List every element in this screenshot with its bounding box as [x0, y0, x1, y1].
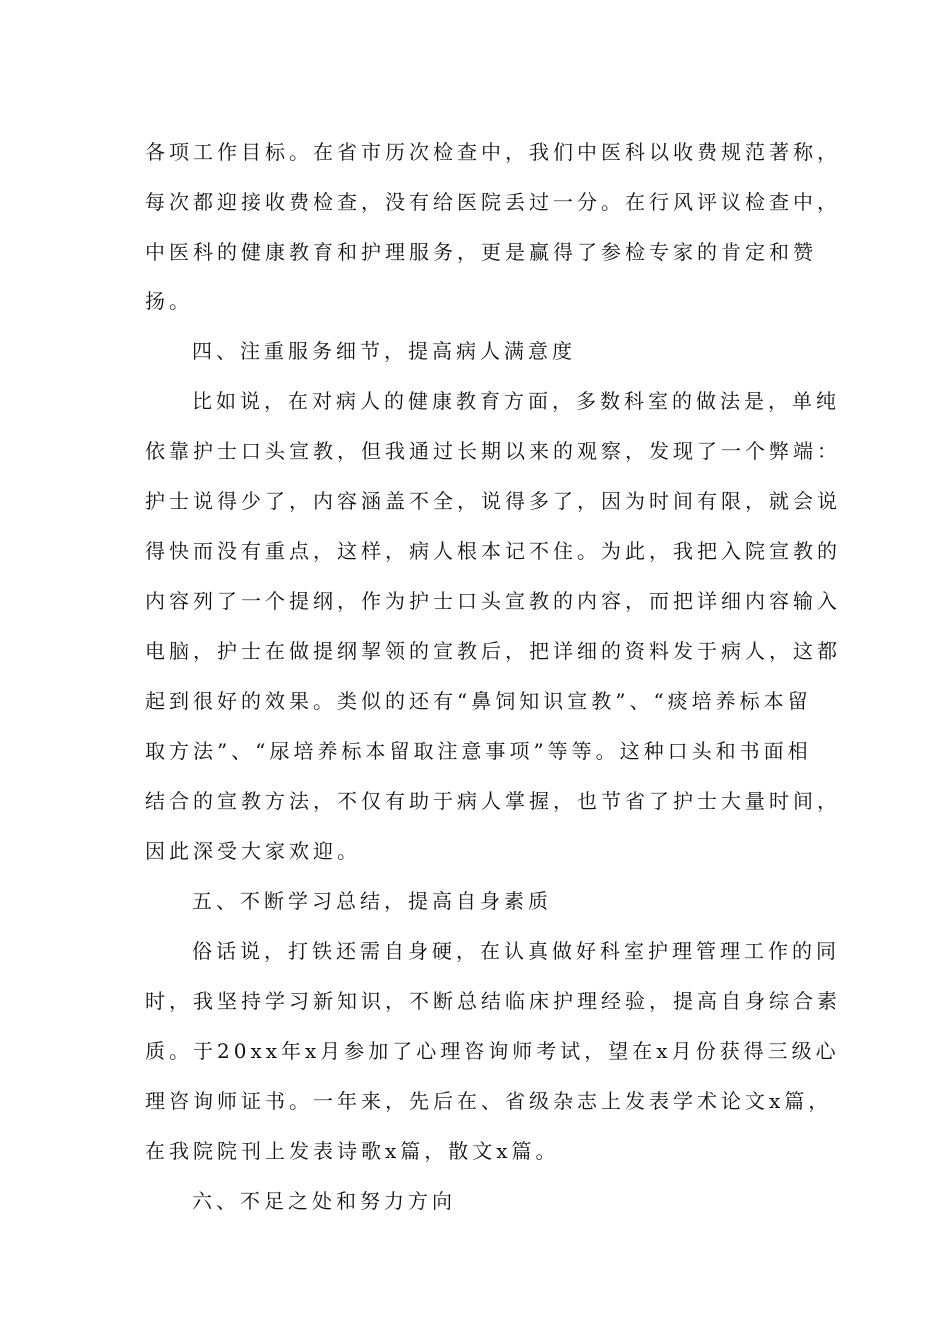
- text-line: 内容列了一个提纲，作为护士口头宣教的内容，而把详细内容输入: [145, 589, 841, 613]
- text-line: 中医科的健康教育和护理服务，更是赢得了参检专家的肯定和赞: [145, 240, 817, 264]
- text-line: 电脑，护士在做提纲挈领的宣教后，把详细的资料发于病人，这都: [145, 639, 841, 663]
- text-line: 依靠护士口头宣教，但我通过长期以来的观察，发现了一个弊端：: [145, 439, 841, 463]
- text-line: 护士说得少了，内容涵盖不全，说得多了，因为时间有限，就会说: [145, 489, 841, 513]
- text-line: 扬。: [145, 289, 193, 313]
- text-line: 时，我坚持学习新知识，不断总结临床护理经验，提高自身综合素: [145, 989, 841, 1013]
- text-line: 每次都迎接收费检查，没有给医院丢过一分。在行风评议检查中，: [145, 190, 841, 214]
- text-line: 各项工作目标。在省市历次检查中，我们中医科以收费规范著称，: [145, 140, 841, 164]
- text-line: 理咨询师证书。一年来，先后在、省级杂志上发表学术论文x篇，: [145, 1089, 833, 1113]
- text-line: 得快而没有重点，这样，病人根本记不住。为此，我把入院宣教的: [145, 539, 841, 563]
- paragraph-start: 俗话说，打铁还需自身硬，在认真做好科室护理管理工作的同: [192, 939, 840, 963]
- section-heading: 四、注重服务细节，提高病人满意度: [192, 339, 576, 363]
- text-line: 因此深受大家欢迎。: [145, 839, 361, 863]
- paragraph-start: 比如说，在对病人的健康教育方面，多数科室的做法是，单纯: [192, 389, 840, 413]
- text-line: 起到很好的效果。类似的还有“鼻饲知识宣教”、“痰培养标本留: [145, 689, 812, 713]
- text-line: 在我院院刊上发表诗歌x篇，散文x篇。: [145, 1139, 560, 1163]
- section-heading: 六、不足之处和努力方向: [192, 1189, 456, 1213]
- section-heading: 五、不断学习总结，提高自身素质: [192, 889, 552, 913]
- text-line: 质。于20xx年x月参加了心理咨询师考试，望在x月份获得三级心: [145, 1039, 840, 1063]
- text-line: 取方法”、“尿培养标本留取注意事项”等等。这种口头和书面相: [145, 739, 812, 763]
- text-line: 结合的宣教方法，不仅有助于病人掌握，也节省了护士大量时间，: [145, 789, 841, 813]
